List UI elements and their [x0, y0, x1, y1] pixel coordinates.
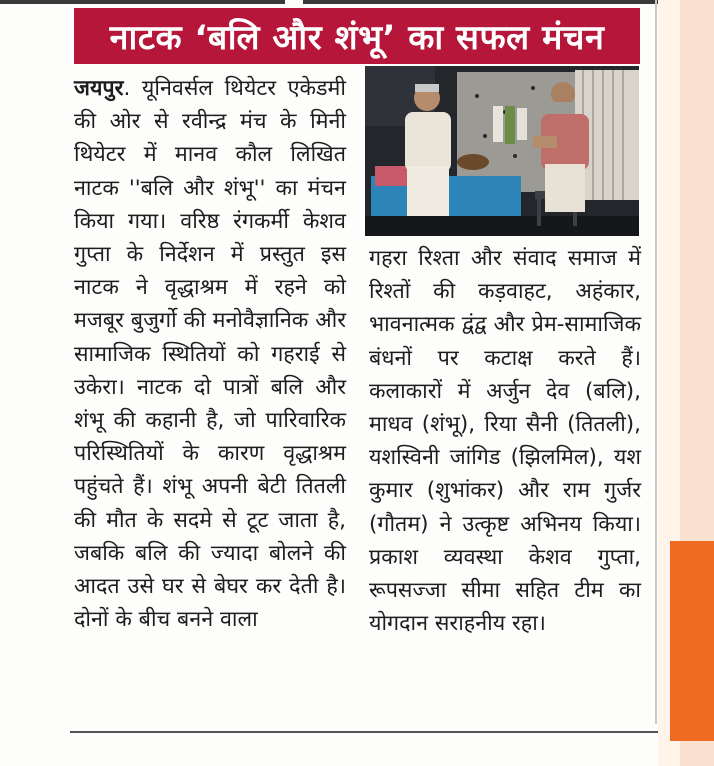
article-text-1: . यूनिवर्सल थियेटर एकेडमी की ओर से रवीन्द्र मंच के मिनी थियेटर में मानव कौल लिखित नाटक ''बलि और शंभू'' का मंचन किया गया। वरिष्ठ रंगकर्मी केशव गुप्ता के निर्देशन में प्रस्तुत इस नाटक ने वृद्धाश्रम में रहने को मजबूर बुजुर्गो की मनोवैज्ञानिक और सामाजिक स्थितियों को गहराई से उकेरा। नाटक दो पात्रों बलि और शंभू की कहानी है, जो पारिवारिक परिस्थितियों के कारण वृद्धाश्रम पहुंचते हैं। शंभू अपनी बेटी तितली की मौत के सदमे से टूट जाता है, जबकि बलि की ज्यादा बोलने की आदत उसे घर से बेघर कर देती है। दोनों के बीच बनने वाला: [74, 76, 346, 633]
column-divider: [655, 0, 657, 724]
play-photo: [365, 66, 639, 236]
stage-photo-illustration: [365, 66, 639, 236]
bottom-rule: [70, 731, 658, 733]
article-column-2: [369, 242, 641, 640]
article-column-1: [74, 72, 346, 636]
article-text-2: गहरा रिश्ता और संवाद समाज में रिश्तों की कड़वाहट, अहंकार, भावनात्मक द्वंद्व और प्रेम-सामाजिक बंधनों पर कटाक्ष करते हैं। कलाकारों में अर्जुन देव (बलि), माधव (शंभू), रिया सैनी (तितली), यशस्विनी जांगिड (झिलमिल), यश कुमार (शुभांकर) और राम गुर्जर (गौतम) ने उत्कृष्ट अभिनय किया। प्रकाश व्यवस्था केशव गुप्ता, रूपसज्जा सीमा सहित टीम का योगदान सराहनीय रहा।: [369, 246, 641, 637]
headline: नाटक ‘बलि और शंभू’ का सफल मंचन: [74, 8, 640, 64]
dateline-city: जयपुर: [74, 76, 124, 101]
top-rule: [0, 0, 660, 4]
adjacent-page-strip: [658, 0, 714, 766]
orange-block: [670, 541, 714, 741]
